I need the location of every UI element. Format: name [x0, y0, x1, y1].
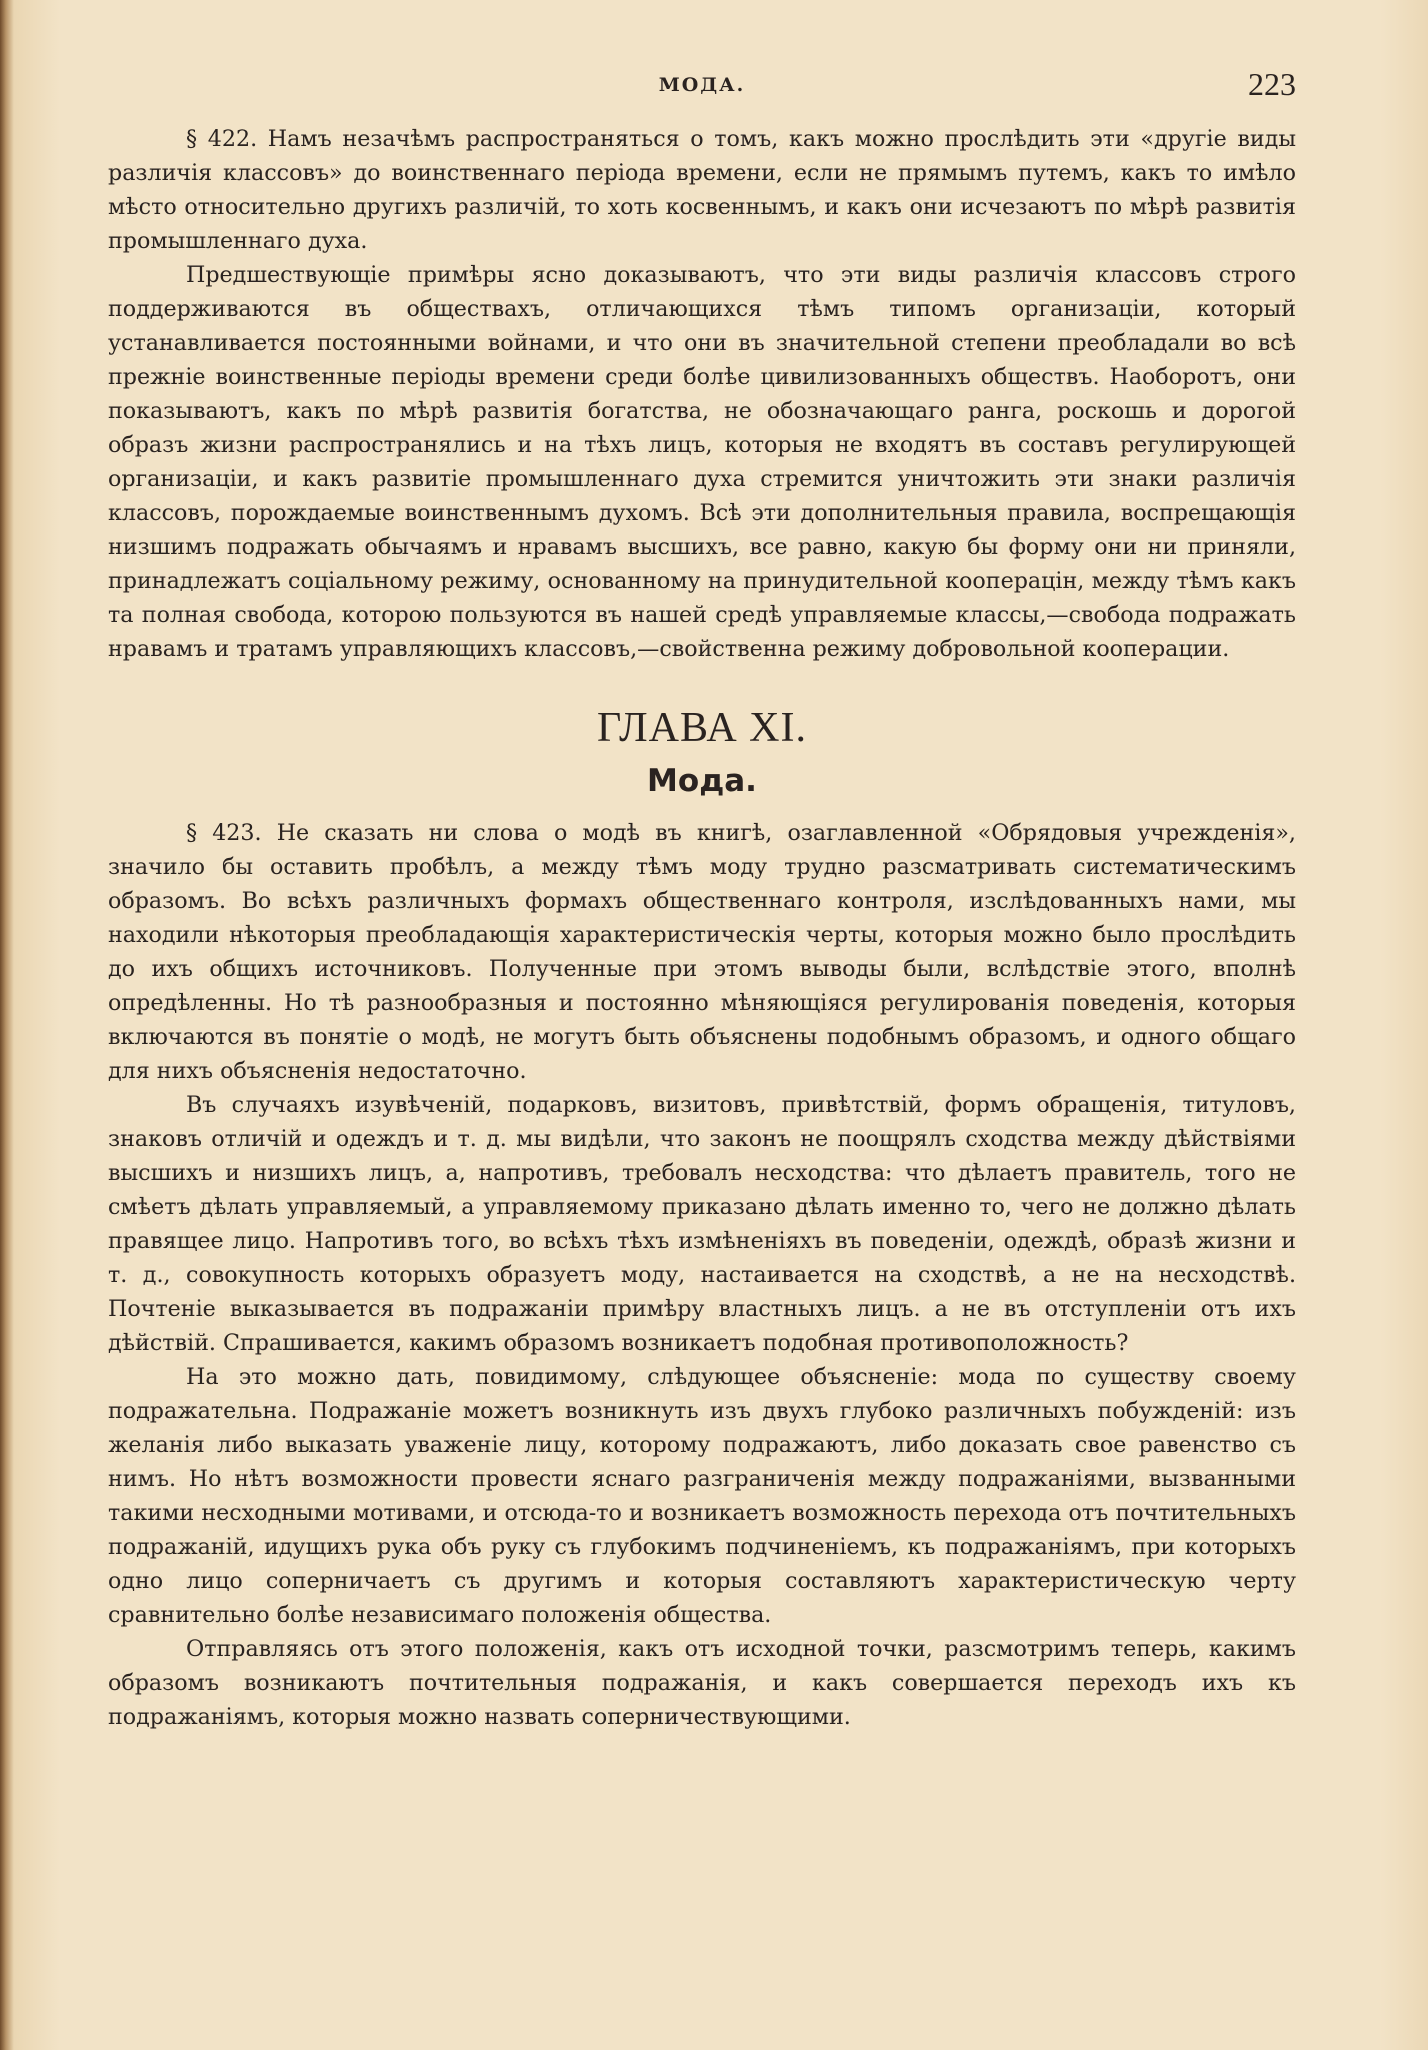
- paragraph: § 423. Не сказать ни слова о модѣ въ книгѣ, озаглавленной «Обрядовыя учрежденія», значило бы оставить пробѣлъ, а между тѣмъ моду трудно разсматривать систематическимъ образомъ. Во всѣхъ различныхъ формахъ общественнаго контроля, изслѣдованныхъ нами, мы находили нѣкоторыя преобладающія характеристическія черты, которыя можно было прослѣдить до ихъ общихъ источниковъ. Полученные при этомъ выводы были, вслѣдствіе этого, вполнѣ опредѣленны. Но тѣ разнообразныя и постоянно мѣняющіяся регулированія поведенія, которыя включаются въ понятіе о модѣ, не могутъ быть объяснены подобнымъ образомъ, и одного общаго для нихъ объясненія недостаточно.: [108, 820, 1296, 1084]
- paragraph: На это можно дать, повидимому, слѣдующее объясненіе: мода по существу своему подражательна. Подражаніе можетъ возникнуть изъ двухъ глубоко различныхъ побужденій: изъ желанія либо выказать уваженіе лицу, которому подражаютъ, либо доказать свое равенство съ нимъ. Но нѣтъ возможности провести яснаго разграниченія между подражаніями, вызванными такими несходными мотивами, и отсюда-то и возникаетъ возможность перехода отъ почтительныхъ подражаній, идущихъ рука объ руку съ глубокимъ подчиненіемъ, къ подражаніямъ, при которыхъ одно лицо соперничаетъ съ другимъ и которыя составляютъ характеристическую черту сравнительно болѣе независимаго положенія общества.: [108, 1364, 1296, 1628]
- paragraph: Отправляясь отъ этого положенія, какъ отъ исходной точки, разсмотримъ теперь, какимъ образомъ возникаютъ почтительныя подражанія, и какъ совершается переходъ ихъ къ подражаніямъ, которыя можно назвать соперничествующими.: [108, 1636, 1296, 1730]
- book-page: [108, 62, 1296, 1734]
- chapter-number: ГЛАВА XI.: [597, 705, 807, 751]
- chapter-title: Мода.: [647, 763, 757, 799]
- running-title: МОДА.: [658, 74, 746, 96]
- page-header: [108, 62, 1296, 122]
- paragraph: Предшествующіе примѣры ясно доказываютъ, что эти виды различія классовъ строго поддерживаются въ обществахъ, отличающихся тѣмъ типомъ организаціи, который устанавливается постоянными войнами, и что они въ значительной степени преобладали во всѣ прежніе воинственные періоды времени среди болѣе цивилизованныхъ обществъ. Наоборотъ, они показываютъ, какъ по мѣрѣ развитія богатства, не обозначающаго ранга, роскошь и дорогой образъ жизни распространялись и на тѣхъ лицъ, которыя не входятъ въ составъ регулирующей организаціи, и какъ развитіе промышленнаго духа стремится уничтожить эти знаки различія классовъ, порождаемые воинственнымъ духомъ. Всѣ эти дополнительныя правила, воспрещающія низшимъ подражать обычаямъ и нравамъ высшихъ, все равно, какую бы форму они ни приняли, принадлежатъ соціальному режиму, основанному на принудительной кооперацін, между тѣмъ какъ та полная свобода, которою пользуются въ нашей средѣ управляемые классы,—свобода подражать нравамъ и тратамъ управляющихъ классовъ,—свойственна режиму добровольной кооперации.: [108, 262, 1296, 662]
- paragraph: Въ случаяхъ изувѣченій, подарковъ, визитовъ, привѣтствій, формъ обращенія, титуловъ, знаковъ отличій и одеждъ и т. д. мы видѣли, что законъ не поощрялъ сходства между дѣйствіями высшихъ и низшихъ лицъ, а, напротивъ, требовалъ несходства: что дѣлаетъ правитель, того не смѣетъ дѣлать управляемый, а управляемому приказано дѣлать именно то, чего не должно дѣлать правящее лицо. Напротивъ того, во всѣхъ тѣхъ измѣненіяхъ въ поведеніи, одеждѣ, образѣ жизни и т. д., совокупность которыхъ образуетъ моду, настаивается на сходствѣ, а не на несходствѣ. Почтеніе выказывается въ подражаніи примѣру властныхъ лицъ. а не въ отступленіи отъ ихъ дѣйствій. Спрашивается, какимъ образомъ возникаетъ подобная противоположность?: [108, 1092, 1296, 1356]
- paragraph: § 422. Намъ незачѣмъ распространяться о томъ, какъ можно прослѣдить эти «другіе виды различія классовъ» до воинственнаго періода времени, если не прямымъ путемъ, какъ то имѣло мѣсто относительно другихъ различій, то хоть косвеннымъ, и какъ они исчезаютъ по мѣрѣ развитія промышленнаго духа.: [108, 126, 1296, 254]
- page-number: 223: [1248, 66, 1296, 102]
- section-423: [108, 816, 1296, 1734]
- section-422: [108, 122, 1296, 666]
